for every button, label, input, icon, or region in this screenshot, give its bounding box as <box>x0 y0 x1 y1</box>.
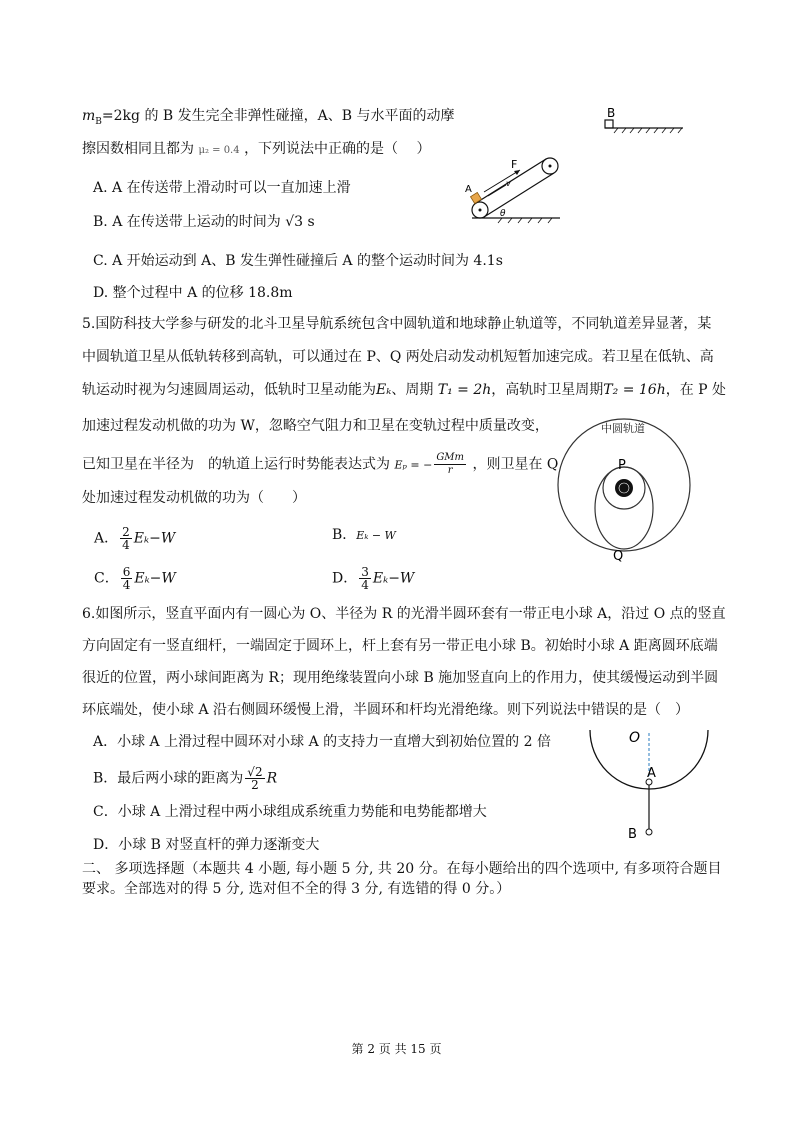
fig-label-theta: θ <box>500 209 506 219</box>
q4-option-c: C. A 开始运动到 A、B 发生弹性碰撞后 A 的整个运动时间为 4.1s <box>93 253 503 269</box>
q4-line-2: 擦因数相同且都为 μ₂ = 0.4 ，下列说法中正确的是（ ） <box>82 141 431 157</box>
fig-label-b: B <box>607 106 616 120</box>
velocity-arrow <box>488 185 506 196</box>
q6-line-3: 很近的位置，两小球间距离为 R；现用绝缘装置向小球 B 施加竖直向上的作用力，使其缓慢运动到半圆 <box>82 670 719 686</box>
fig-label-b: B <box>628 827 637 842</box>
ground-hatch <box>614 128 682 133</box>
q5-figure-orbits <box>555 412 695 562</box>
q5-option-d: D． $\frac{3}{4}$ Eₖ−W <box>332 565 415 592</box>
q4-figure-block-b <box>598 100 688 140</box>
q5-line-6: 处加速过程发动机做的功为（ ） <box>82 490 306 506</box>
q4-option-d: D. 整个过程中 A 的位移 18.8m <box>93 285 293 301</box>
section-2-line-2: 要求。全部选对的得 5 分, 选对但不全的得 3 分, 有选错的得 0 分。） <box>82 881 511 897</box>
q6-option-c: C．小球 A 上滑过程中两小球组成系统重力势能和电势能都增大 <box>93 804 487 820</box>
q4-figure-conveyor <box>462 150 567 228</box>
fig-label-v: v <box>506 179 511 188</box>
q5-line-1: 5.国防科技大学参与研发的北斗卫星导航系统包含中圆轨道和地球静止轨道等，不同轨道差异显著，某 <box>82 316 712 332</box>
fig-label-a: A <box>647 766 656 781</box>
force-arrow <box>484 170 520 192</box>
q4-line-1: $m_B=2kg$ 的 B 发生完全非弹性碰撞，A、B 与水平面的动摩 <box>82 108 455 127</box>
fig-label-f: F <box>511 158 518 171</box>
q5-option-a: A． $\frac{2}{4}$ Eₖ−W <box>94 525 176 552</box>
fig-label-q: Q <box>613 549 624 562</box>
q6-line-1: 6.如图所示，竖直平面内有一圆心为 O、半径为 R 的光滑半圆环套有一带正电小球 A，沿过 O 点的竖直 <box>82 606 726 622</box>
block-b <box>605 120 613 128</box>
belt-bottom <box>484 173 554 217</box>
q5-option-c: C． $\frac{6}{4}$ Eₖ−W <box>94 565 176 592</box>
q4-option-a: A. A 在传送带上滑动时可以一直加速上滑 <box>93 180 351 196</box>
mu-formula: μ₂ = 0.4 <box>198 145 240 156</box>
fig-title: 中圆轨道 <box>601 422 645 435</box>
q6-option-d: D．小球 B 对竖直杆的弹力逐渐变大 <box>93 837 320 853</box>
page-footer: 第 2 页 共 15 页 <box>351 1042 442 1056</box>
q6-figure-ring <box>585 725 715 850</box>
ball-b <box>646 829 652 835</box>
q4-option-b: B. A 在传送带上运动的时间为 √3 s <box>93 214 315 230</box>
q5-line-2: 中圆轨道卫星从低轨转移到高轨，可以通过在 P、Q 两处启动发动机短暂加速完成。若卫星在低轨、高 <box>82 349 714 365</box>
fig-label-a: A <box>465 184 472 195</box>
q5-line-5: 已知卫星在半径为 的轨道上运行时势能表达式为 Eₚ = − $\frac{\text{GMm}}{r}$ ，则卫星在 Q <box>82 452 559 476</box>
fig-label-p: P <box>618 458 626 473</box>
q6-line-2: 方向固定有一竖直细杆，一端固定于圆环上，杆上套有另一带正电小球 B。初始时小球 A 距离圆环底端 <box>82 638 718 654</box>
q5-line-3: 轨运动时视为匀速圆周运动，低轨时卫星动能为Eₖ、周期 T₁ = 2h，高轨时卫星周期T₂ = 16h，在 P 处 <box>82 382 727 398</box>
q6-option-a: A．小球 A 上滑过程中圆环对小球 A 的支持力一直增大到初始位置的 2 倍 <box>93 734 551 750</box>
q6-option-b: B．最后两小球的距离为 $\frac{√2}{2}$ R <box>93 765 278 792</box>
section-2-line-1: 二、 多项选择题（本题共 4 小题, 每小题 5 分, 共 20 分。在每小题给出的四个选项中, 有多项符合题目 <box>82 861 722 877</box>
q5-line-4: 加速过程发动机做的功为 W，忽略空气阻力和卫星在变轨过程中质量改变， <box>82 418 549 434</box>
fig-label-o: O <box>629 730 641 746</box>
q5-option-b: B．Eₖ − W <box>332 527 396 543</box>
q6-line-4: 环底端处，使小球 A 沿右侧圆环缓慢上滑，半圆环和杆均光滑绝缘。则下列说法中错误的是（ ） <box>82 702 690 718</box>
